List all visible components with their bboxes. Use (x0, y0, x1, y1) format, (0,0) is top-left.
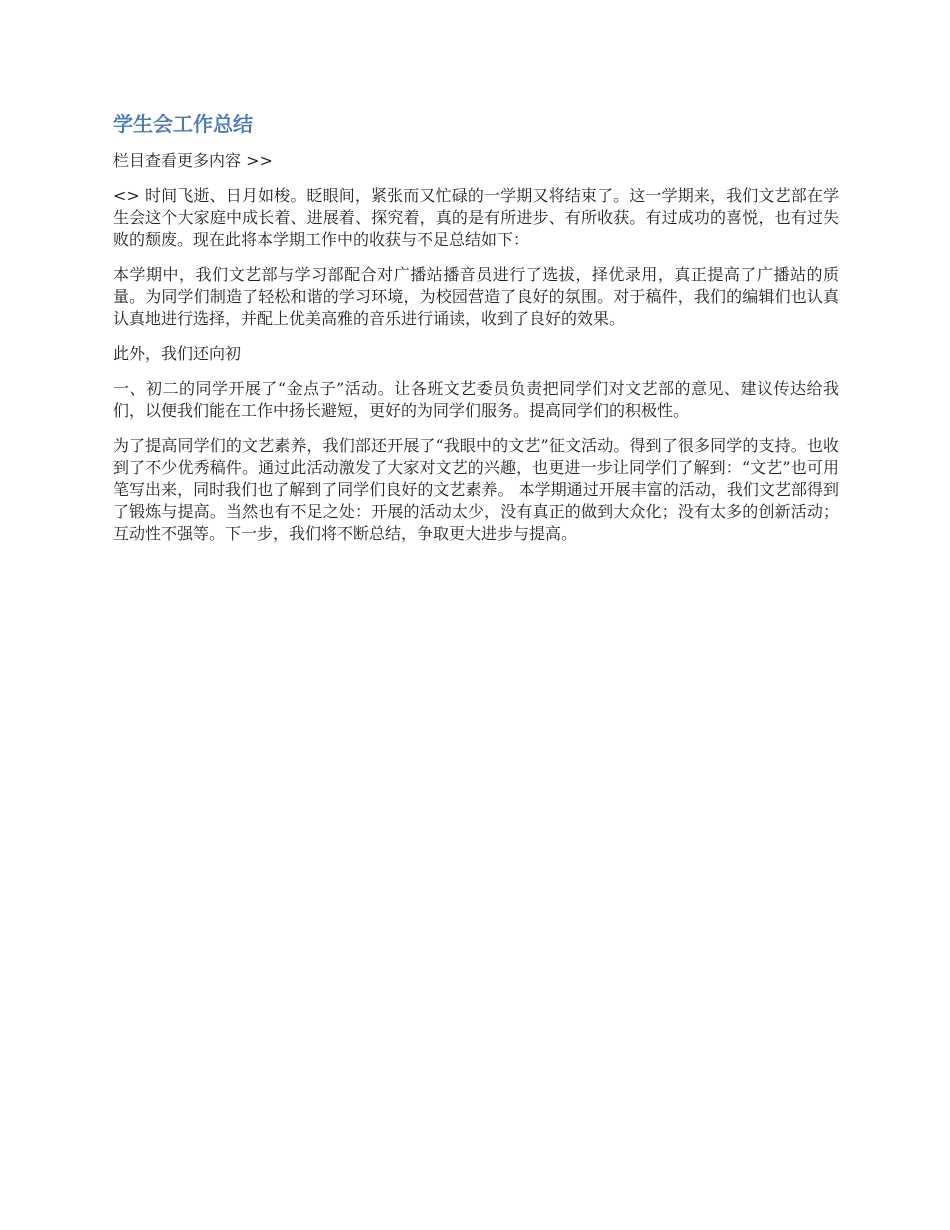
paragraph-additionally: 此外，我们还向初 (113, 344, 242, 363)
more-content-link[interactable]: 栏目查看更多内容 >> (113, 151, 273, 170)
paragraph-intro: <> 时间飞逝、日月如梭。眨眼间，紧张而又忙碌的一学期又将结束了。这一学期来，我们文艺部在学生会这个大家庭中成长着、进展着、探究着，真的是有所进步、有所收获。有过成功的喜悦，也有过失败的颓废。现在此将本学期工作中的收获与不足总结如下： (113, 186, 839, 249)
page-title: 学生会工作总结 (113, 112, 253, 136)
document-page (113, 110, 839, 558)
paragraph-essay-activity: 为了提高同学们的文艺素养，我们部还开展了“我眼中的文艺”征文活动。得到了很多同学的支持。也收到了不少优秀稿件。通过此活动激发了大家对文艺的兴趣，也更进一步让同学们了解到：“文艺”也可用笔写出来，同时我们也了解到了同学们良好的文艺素养。 本学期通过开展丰富的活动，我们文艺部得到了锻炼与提高。当然也有不足之处：开展的活动太少，没有真正的做到大众化；没有太多的创新活动；互动性不强等。下一步，我们将不断总结，争取更大进步与提高。 (113, 436, 839, 543)
paragraph-broadcast: 本学期中，我们文艺部与学习部配合对广播站播音员进行了选拔，择优录用，真正提高了广播站的质量。为同学们制造了轻松和谐的学习环境，为校园营造了良好的氛围。对于稿件，我们的编辑们也认真认真地进行选择，并配上优美高雅的音乐进行诵读，收到了良好的效果。 (113, 265, 839, 328)
paragraph-golden-ideas: 一、初二的同学开展了“金点子”活动。让各班文艺委员负责把同学们对文艺部的意见、建议传达给我们，以便我们能在工作中扬长避短，更好的为同学们服务。提高同学们的积极性。 (113, 379, 839, 420)
